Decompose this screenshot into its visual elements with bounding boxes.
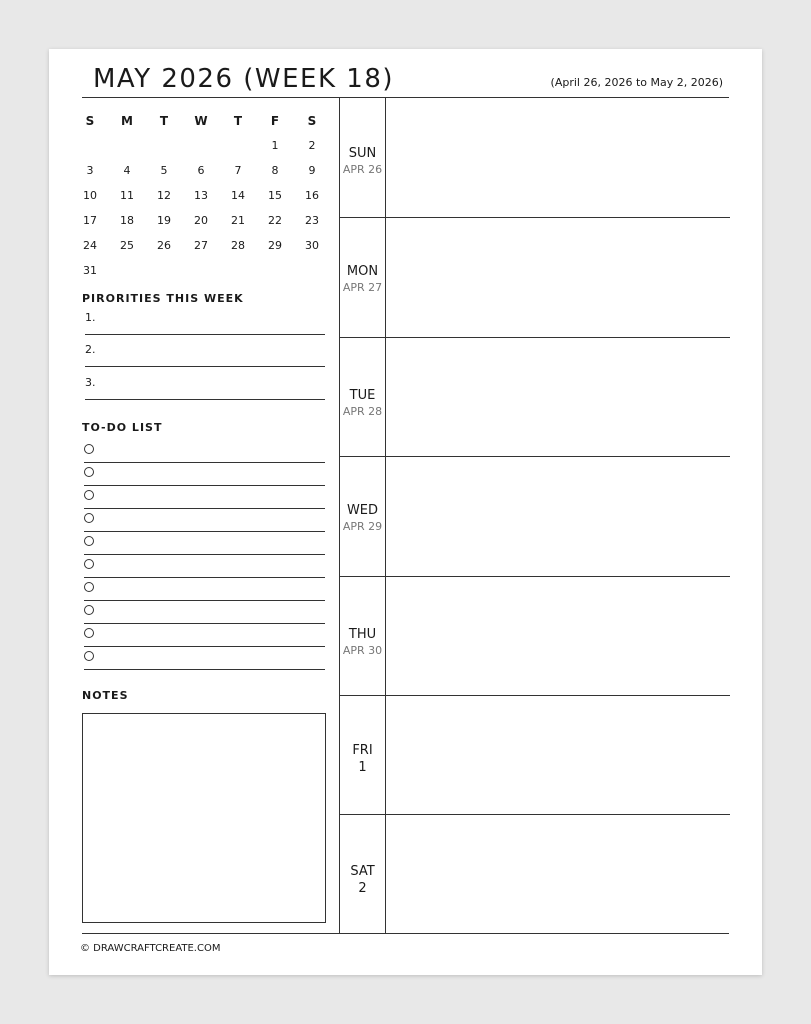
weekday-header: S — [85, 114, 95, 128]
day-number: 2 — [358, 881, 367, 896]
calendar-day: 26 — [157, 239, 171, 252]
day-writing-area[interactable] — [386, 98, 730, 217]
checkbox-circle-icon[interactable] — [84, 605, 94, 615]
calendar-day: 6 — [197, 164, 205, 177]
calendar-day: 22 — [268, 214, 282, 227]
calendar-day: 14 — [231, 189, 245, 202]
checkbox-circle-icon[interactable] — [84, 536, 94, 546]
calendar-day: 11 — [120, 189, 134, 202]
day-date: APR 27 — [342, 281, 383, 294]
day-label-friday — [340, 742, 385, 776]
todo-item[interactable] — [84, 554, 325, 578]
mini-calendar — [75, 113, 317, 288]
todo-item[interactable] — [84, 462, 325, 486]
notes-heading: NOTES — [82, 689, 129, 702]
calendar-day: 10 — [83, 189, 97, 202]
notes-box[interactable] — [82, 713, 326, 923]
day-label-thursday — [340, 626, 385, 658]
todo-heading: TO-DO LIST — [82, 421, 163, 434]
checkbox-circle-icon[interactable] — [84, 582, 94, 592]
calendar-day: 24 — [83, 239, 97, 252]
day-label-saturday — [340, 863, 385, 897]
day-writing-area[interactable] — [386, 457, 730, 576]
date-range: (April 26, 2026 to May 2, 2026) — [550, 76, 723, 89]
day-number: 1 — [358, 760, 367, 775]
checkbox-circle-icon[interactable] — [84, 559, 94, 569]
day-name: TUE — [349, 388, 376, 403]
weekday-header: S — [307, 114, 317, 128]
mini-calendar-week — [75, 188, 317, 213]
copyright-footer: © DRAWCRAFTCREATE.COM — [80, 943, 221, 954]
calendar-day: 9 — [308, 164, 316, 177]
checkbox-circle-icon[interactable] — [84, 490, 94, 500]
mini-calendar-week — [75, 138, 317, 163]
day-label-sunday — [340, 145, 385, 177]
calendar-day: 19 — [157, 214, 171, 227]
day-date: APR 30 — [342, 644, 383, 657]
calendar-day: 23 — [305, 214, 319, 227]
mini-calendar-week — [75, 213, 317, 238]
day-writing-area[interactable] — [386, 577, 730, 695]
todo-item[interactable] — [84, 600, 325, 624]
day-writing-area[interactable] — [386, 338, 730, 456]
priorities-heading: PIRORITIES THIS WEEK — [82, 292, 244, 305]
todo-item[interactable] — [84, 439, 325, 463]
day-name: WED — [346, 503, 379, 518]
planner-page — [49, 49, 762, 975]
checkbox-circle-icon[interactable] — [84, 628, 94, 638]
weekday-header: T — [159, 114, 169, 128]
todo-item[interactable] — [84, 577, 325, 601]
mini-calendar-week — [75, 238, 317, 263]
todo-item[interactable] — [84, 485, 325, 509]
todo-item[interactable] — [84, 623, 325, 647]
day-date: APR 29 — [342, 520, 383, 533]
calendar-day: 3 — [86, 164, 94, 177]
mini-calendar-week — [75, 163, 317, 188]
checkbox-circle-icon[interactable] — [84, 651, 94, 661]
day-date: APR 26 — [342, 163, 383, 176]
priority-number: 2. — [85, 343, 96, 356]
calendar-day: 31 — [83, 264, 97, 277]
day-name: MON — [346, 264, 379, 279]
weekday-header: F — [270, 114, 280, 128]
mini-calendar-weekday-row — [75, 113, 317, 138]
calendar-day: 15 — [268, 189, 282, 202]
checkbox-circle-icon[interactable] — [84, 444, 94, 454]
calendar-day: 30 — [305, 239, 319, 252]
todo-item[interactable] — [84, 646, 325, 670]
calendar-day: 29 — [268, 239, 282, 252]
day-date: APR 28 — [342, 405, 383, 418]
weekday-header: M — [121, 114, 133, 128]
calendar-day: 28 — [231, 239, 245, 252]
calendar-day: 20 — [194, 214, 208, 227]
calendar-day: 7 — [234, 164, 242, 177]
day-label-tuesday — [340, 387, 385, 419]
mini-calendar-week — [75, 263, 317, 288]
calendar-day: 25 — [120, 239, 134, 252]
weekday-header: W — [194, 114, 208, 128]
day-name: SUN — [348, 146, 377, 161]
calendar-day: 12 — [157, 189, 171, 202]
calendar-day: 8 — [271, 164, 279, 177]
day-name: FRI — [352, 743, 373, 758]
calendar-day: 17 — [83, 214, 97, 227]
todo-item[interactable] — [84, 508, 325, 532]
priority-line[interactable] — [85, 310, 325, 335]
page-title: MAY 2026 (WEEK 18) — [93, 64, 395, 94]
calendar-day: 27 — [194, 239, 208, 252]
priority-number: 3. — [85, 376, 96, 389]
calendar-day: 2 — [308, 139, 316, 152]
day-writing-area[interactable] — [386, 218, 730, 337]
calendar-day: 21 — [231, 214, 245, 227]
priority-line[interactable] — [85, 375, 325, 400]
weekday-header: T — [233, 114, 243, 128]
checkbox-circle-icon[interactable] — [84, 513, 94, 523]
priority-line[interactable] — [85, 342, 325, 367]
day-name: SAT — [350, 864, 375, 879]
day-writing-area[interactable] — [386, 815, 730, 933]
calendar-day: 4 — [123, 164, 131, 177]
calendar-day: 13 — [194, 189, 208, 202]
calendar-day: 5 — [160, 164, 168, 177]
calendar-day: 18 — [120, 214, 134, 227]
day-name: THU — [348, 627, 377, 642]
day-label-monday — [340, 263, 385, 295]
todo-item[interactable] — [84, 531, 325, 555]
checkbox-circle-icon[interactable] — [84, 467, 94, 477]
calendar-day: 1 — [271, 139, 279, 152]
day-label-wednesday — [340, 502, 385, 534]
footer-divider — [82, 933, 729, 934]
day-writing-area[interactable] — [386, 696, 730, 814]
calendar-day: 16 — [305, 189, 319, 202]
priority-number: 1. — [85, 311, 96, 324]
